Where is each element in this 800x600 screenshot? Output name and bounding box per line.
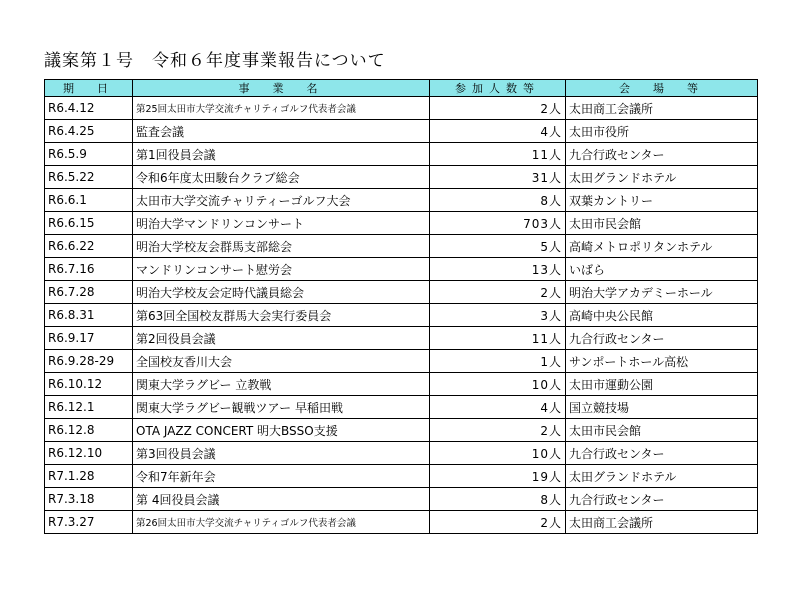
table-row bbox=[45, 258, 758, 281]
row-venue: 九合行政センター bbox=[566, 488, 758, 511]
row-venue: 太田市運動公園 bbox=[566, 373, 758, 396]
row-venue: 九合行政センター bbox=[566, 143, 758, 166]
table-row bbox=[45, 212, 758, 235]
table-row bbox=[45, 373, 758, 396]
page-title: 議案第１号 令和６年度事業報告について bbox=[44, 51, 386, 71]
row-participants: 8人 bbox=[430, 488, 566, 511]
row-date: R6.6.22 bbox=[45, 235, 133, 258]
row-participants: 11人 bbox=[430, 327, 566, 350]
row-date: R6.7.28 bbox=[45, 281, 133, 304]
table-row bbox=[45, 166, 758, 189]
row-event-name: 関東大学ラグビー 立教戦 bbox=[133, 373, 430, 396]
row-venue: 太田商工会議所 bbox=[566, 511, 758, 534]
row-date: R7.1.28 bbox=[45, 465, 133, 488]
row-date: R6.10.12 bbox=[45, 373, 133, 396]
activity-report-table bbox=[44, 79, 758, 534]
row-date: R6.4.25 bbox=[45, 120, 133, 143]
row-event-name: 監査会議 bbox=[133, 120, 430, 143]
row-venue: 太田市役所 bbox=[566, 120, 758, 143]
row-participants: 31人 bbox=[430, 166, 566, 189]
row-venue: 双葉カントリー bbox=[566, 189, 758, 212]
column-header-participants: 参加人数等 bbox=[430, 80, 566, 97]
row-participants: 2人 bbox=[430, 419, 566, 442]
row-date: R7.3.27 bbox=[45, 511, 133, 534]
table-body bbox=[45, 97, 758, 534]
row-event-name: OTA JAZZ CONCERT 明大BSSO支援 bbox=[133, 419, 430, 442]
row-venue: いばら bbox=[566, 258, 758, 281]
row-event-name: 令和7年新年会 bbox=[133, 465, 430, 488]
row-participants: 3人 bbox=[430, 304, 566, 327]
row-venue: サンポートホール高松 bbox=[566, 350, 758, 373]
column-header-venue: 会 場 等 bbox=[566, 80, 758, 97]
table-row bbox=[45, 419, 758, 442]
table-row bbox=[45, 281, 758, 304]
table-row bbox=[45, 189, 758, 212]
row-participants: 1人 bbox=[430, 350, 566, 373]
row-date: R6.6.1 bbox=[45, 189, 133, 212]
row-venue: 高崎中央公民館 bbox=[566, 304, 758, 327]
table-header-row bbox=[45, 80, 758, 97]
row-participants: 2人 bbox=[430, 281, 566, 304]
table-row bbox=[45, 97, 758, 120]
row-venue: 太田グランドホテル bbox=[566, 465, 758, 488]
row-participants: 5人 bbox=[430, 235, 566, 258]
row-event-name: マンドリンコンサート慰労会 bbox=[133, 258, 430, 281]
table-row bbox=[45, 235, 758, 258]
table-row bbox=[45, 488, 758, 511]
row-date: R6.9.28-29 bbox=[45, 350, 133, 373]
row-participants: 4人 bbox=[430, 120, 566, 143]
row-venue: 太田商工会議所 bbox=[566, 97, 758, 120]
row-venue: 国立競技場 bbox=[566, 396, 758, 419]
table-row bbox=[45, 396, 758, 419]
row-event-name: 令和6年度太田駿台クラブ総会 bbox=[133, 166, 430, 189]
row-event-name: 明治大学マンドリンコンサート bbox=[133, 212, 430, 235]
row-event-name: 明治大学校友会定時代議員総会 bbox=[133, 281, 430, 304]
row-date: R6.7.16 bbox=[45, 258, 133, 281]
row-event-name: 第63回全国校友群馬大会実行委員会 bbox=[133, 304, 430, 327]
row-event-name: 第26回太田市大学交流チャリティゴルフ代表者会議 bbox=[133, 511, 430, 534]
row-event-name: 第1回役員会議 bbox=[133, 143, 430, 166]
row-date: R6.12.10 bbox=[45, 442, 133, 465]
row-venue: 太田市民会館 bbox=[566, 212, 758, 235]
row-event-name: 第3回役員会議 bbox=[133, 442, 430, 465]
table-row bbox=[45, 465, 758, 488]
table-row bbox=[45, 304, 758, 327]
row-participants: 703人 bbox=[430, 212, 566, 235]
row-participants: 19人 bbox=[430, 465, 566, 488]
row-participants: 4人 bbox=[430, 396, 566, 419]
row-venue: 太田市民会館 bbox=[566, 419, 758, 442]
row-date: R7.3.18 bbox=[45, 488, 133, 511]
table-row bbox=[45, 442, 758, 465]
row-venue: 九合行政センター bbox=[566, 442, 758, 465]
row-event-name: 第 4回役員会議 bbox=[133, 488, 430, 511]
column-header-date: 期 日 bbox=[45, 80, 133, 97]
row-event-name: 第2回役員会議 bbox=[133, 327, 430, 350]
row-participants: 2人 bbox=[430, 97, 566, 120]
row-participants: 8人 bbox=[430, 189, 566, 212]
row-participants: 13人 bbox=[430, 258, 566, 281]
row-date: R6.9.17 bbox=[45, 327, 133, 350]
row-participants: 2人 bbox=[430, 511, 566, 534]
row-date: R6.12.1 bbox=[45, 396, 133, 419]
table-row bbox=[45, 327, 758, 350]
row-event-name: 全国校友香川大会 bbox=[133, 350, 430, 373]
row-event-name: 関東大学ラグビー観戦ツアー 早稲田戦 bbox=[133, 396, 430, 419]
row-event-name: 明治大学校友会群馬支部総会 bbox=[133, 235, 430, 258]
row-event-name: 太田市大学交流チャリティーゴルフ大会 bbox=[133, 189, 430, 212]
row-date: R6.5.9 bbox=[45, 143, 133, 166]
row-event-name: 第25回太田市大学交流チャリティゴルフ代表者会議 bbox=[133, 97, 430, 120]
row-date: R6.6.15 bbox=[45, 212, 133, 235]
row-participants: 11人 bbox=[430, 143, 566, 166]
row-venue: 九合行政センター bbox=[566, 327, 758, 350]
row-participants: 10人 bbox=[430, 373, 566, 396]
row-venue: 明治大学アカデミーホール bbox=[566, 281, 758, 304]
column-header-event-name: 事 業 名 bbox=[133, 80, 430, 97]
row-date: R6.8.31 bbox=[45, 304, 133, 327]
row-date: R6.12.8 bbox=[45, 419, 133, 442]
row-venue: 太田グランドホテル bbox=[566, 166, 758, 189]
table-row bbox=[45, 143, 758, 166]
table-row bbox=[45, 120, 758, 143]
row-participants: 10人 bbox=[430, 442, 566, 465]
table-row bbox=[45, 511, 758, 534]
row-date: R6.4.12 bbox=[45, 97, 133, 120]
table-row bbox=[45, 350, 758, 373]
row-venue: 高崎メトロポリタンホテル bbox=[566, 235, 758, 258]
row-date: R6.5.22 bbox=[45, 166, 133, 189]
